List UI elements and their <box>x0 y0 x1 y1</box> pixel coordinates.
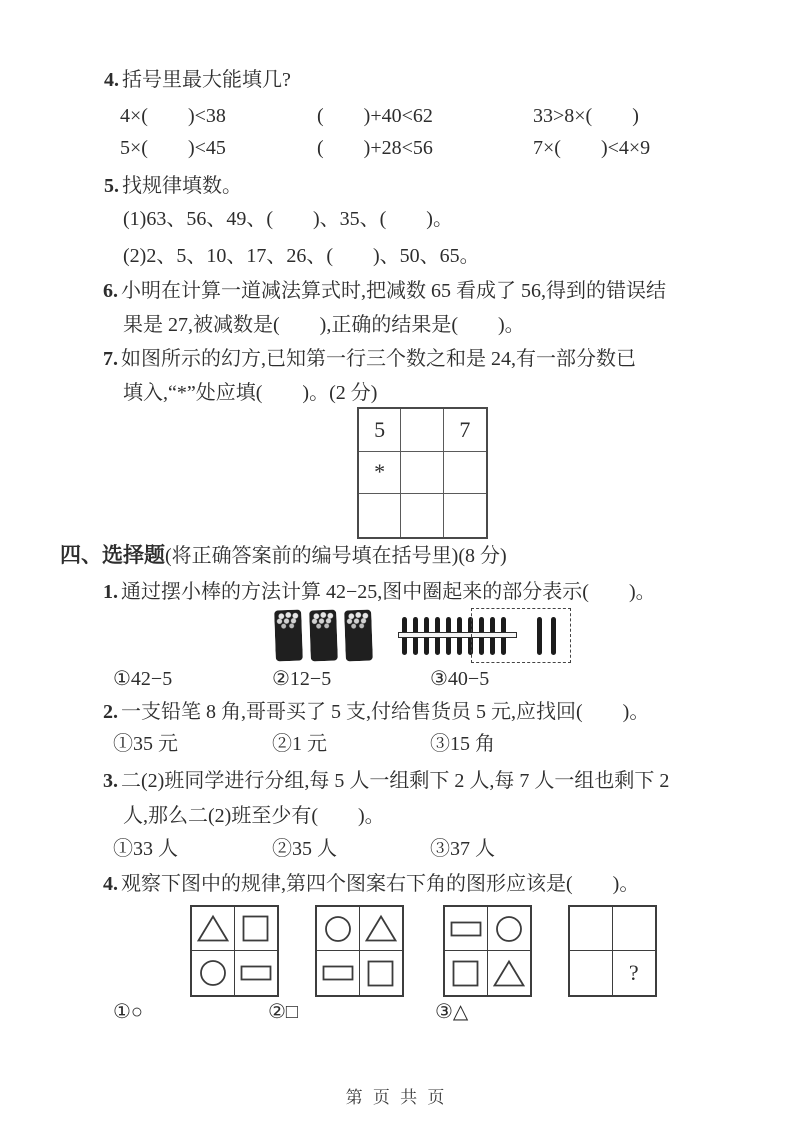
page-footer: 第 页 共 页 <box>345 1088 448 1107</box>
stick-bundle-of-ten <box>309 610 338 662</box>
q4-eq-r2c2: ( )+28<56 <box>317 137 433 159</box>
q4-eq-r1c1: 4×( )<38 <box>120 105 226 127</box>
mc3-option-1: ①33 人 <box>113 838 178 860</box>
mc3-number: 3. <box>103 770 118 792</box>
mc2-option-1: ①35 元 <box>113 733 178 755</box>
mc1-question: 通过摆小棒的方法计算 42−25,图中圈起来的部分表示( )。 <box>121 581 656 603</box>
circled-sticks-dashed-box <box>471 608 571 663</box>
q6-line-1 <box>103 279 666 304</box>
pattern-cell <box>488 951 531 995</box>
q5-heading <box>104 174 242 199</box>
magic-cell <box>401 409 443 452</box>
mc1-option-3: ③40−5 <box>430 668 490 690</box>
q5-item-2: (2)2、5、10、17、26、( )、50、65。 <box>123 245 480 267</box>
pattern-cell <box>235 907 278 951</box>
mc2-question: 一支铅笔 8 角,哥哥买了 5 支,付给售货员 5 元,应找回( )。 <box>121 701 650 723</box>
magic-cell <box>401 494 443 537</box>
q5-number: 5. <box>104 175 119 197</box>
q4-eq-r1c3: 33>8×( ) <box>533 105 639 127</box>
q5-title: 找规律填数。 <box>122 175 242 197</box>
q4-title: 括号里最大能填几? <box>122 69 291 91</box>
pattern-square-4 <box>568 905 657 997</box>
q5-item-1: (1)63、56、49、( )、35、( )。 <box>123 208 453 230</box>
mc3-question-1: 二(2)班同学进行分组,每 5 人一组剩下 2 人,每 7 人一组也剩下 2 <box>121 770 670 792</box>
section-4-note: (将正确答案前的编号填在括号里)(8 分) <box>165 545 507 567</box>
mc3-line-2: 人,那么二(2)班至少有( )。 <box>123 805 385 827</box>
mc2-text <box>103 700 649 725</box>
mc4-option-1: ①○ <box>113 1001 144 1023</box>
q6-text-1: 小明在计算一道减法算式时,把减数 65 看成了 56,得到的错误结 <box>121 280 666 302</box>
magic-cell <box>359 494 401 537</box>
sticks-figure <box>270 607 572 665</box>
q4-number: 4. <box>104 69 119 91</box>
pattern-cell <box>445 907 488 951</box>
mc1-option-2: ②12−5 <box>272 668 332 690</box>
mc3-option-2: ②35 人 <box>272 838 337 860</box>
pattern-cell <box>570 951 613 995</box>
q6-line-2: 果是 27,被减数是( ),正确的结果是( )。 <box>123 314 525 336</box>
mc2-option-2: ②1 元 <box>272 733 327 755</box>
mc3-line-1 <box>103 769 669 794</box>
section-4-label: 四、选择题 <box>60 543 165 567</box>
pattern-cell <box>570 907 613 951</box>
mc1-number: 1. <box>103 581 118 603</box>
pattern-cell <box>317 907 360 951</box>
magic-square-grid <box>357 407 488 539</box>
section-4-heading <box>60 542 507 569</box>
magic-cell: 5 <box>359 409 401 452</box>
q6-number: 6. <box>103 280 118 302</box>
pattern-cell <box>360 907 403 951</box>
q4-eq-r1c2: ( )+40<62 <box>317 105 433 127</box>
pattern-cell: ? <box>628 960 639 985</box>
q7-line-2: 填入,“*”处应填( )。(2 分) <box>123 382 378 404</box>
magic-cell <box>444 494 486 537</box>
pattern-cell <box>235 951 278 995</box>
q7-text-1: 如图所示的幻方,已知第一行三个数之和是 24,有一部分数已 <box>121 348 636 370</box>
pattern-cell <box>613 907 656 951</box>
pattern-cell <box>317 951 360 995</box>
pattern-square-1 <box>190 905 279 997</box>
pattern-cell <box>488 907 531 951</box>
mc1-option-1: ①42−5 <box>113 668 173 690</box>
mc2-option-3: ③15 角 <box>430 733 495 755</box>
q4-eq-r2c1: 5×( )<45 <box>120 137 226 159</box>
q7-number: 7. <box>103 348 118 370</box>
magic-cell <box>401 452 443 495</box>
mc2-number: 2. <box>103 701 118 723</box>
q4-eq-r2c3: 7×( )<4×9 <box>533 137 651 159</box>
stick-bundle-of-ten <box>274 610 303 662</box>
magic-cell: 7 <box>444 409 486 452</box>
mc4-option-2: ②□ <box>268 1001 299 1023</box>
pattern-square-3 <box>443 905 532 997</box>
magic-cell <box>444 452 486 495</box>
magic-cell: * <box>359 452 401 495</box>
stick-bundle-of-ten <box>344 610 373 662</box>
mc4-text <box>103 872 639 897</box>
pattern-cell <box>192 907 235 951</box>
mc4-option-3: ③△ <box>435 1001 469 1023</box>
mc1-text <box>103 580 656 605</box>
pattern-cell <box>192 951 235 995</box>
mc4-question: 观察下图中的规律,第四个图案右下角的图形应该是( )。 <box>121 873 640 895</box>
pattern-cell <box>360 951 403 995</box>
mc3-option-3: ③37 人 <box>430 838 495 860</box>
q4-heading <box>104 68 291 93</box>
q7-line-1 <box>103 347 636 372</box>
mc4-number: 4. <box>103 873 118 895</box>
pattern-cell <box>445 951 488 995</box>
pattern-square-2 <box>315 905 404 997</box>
